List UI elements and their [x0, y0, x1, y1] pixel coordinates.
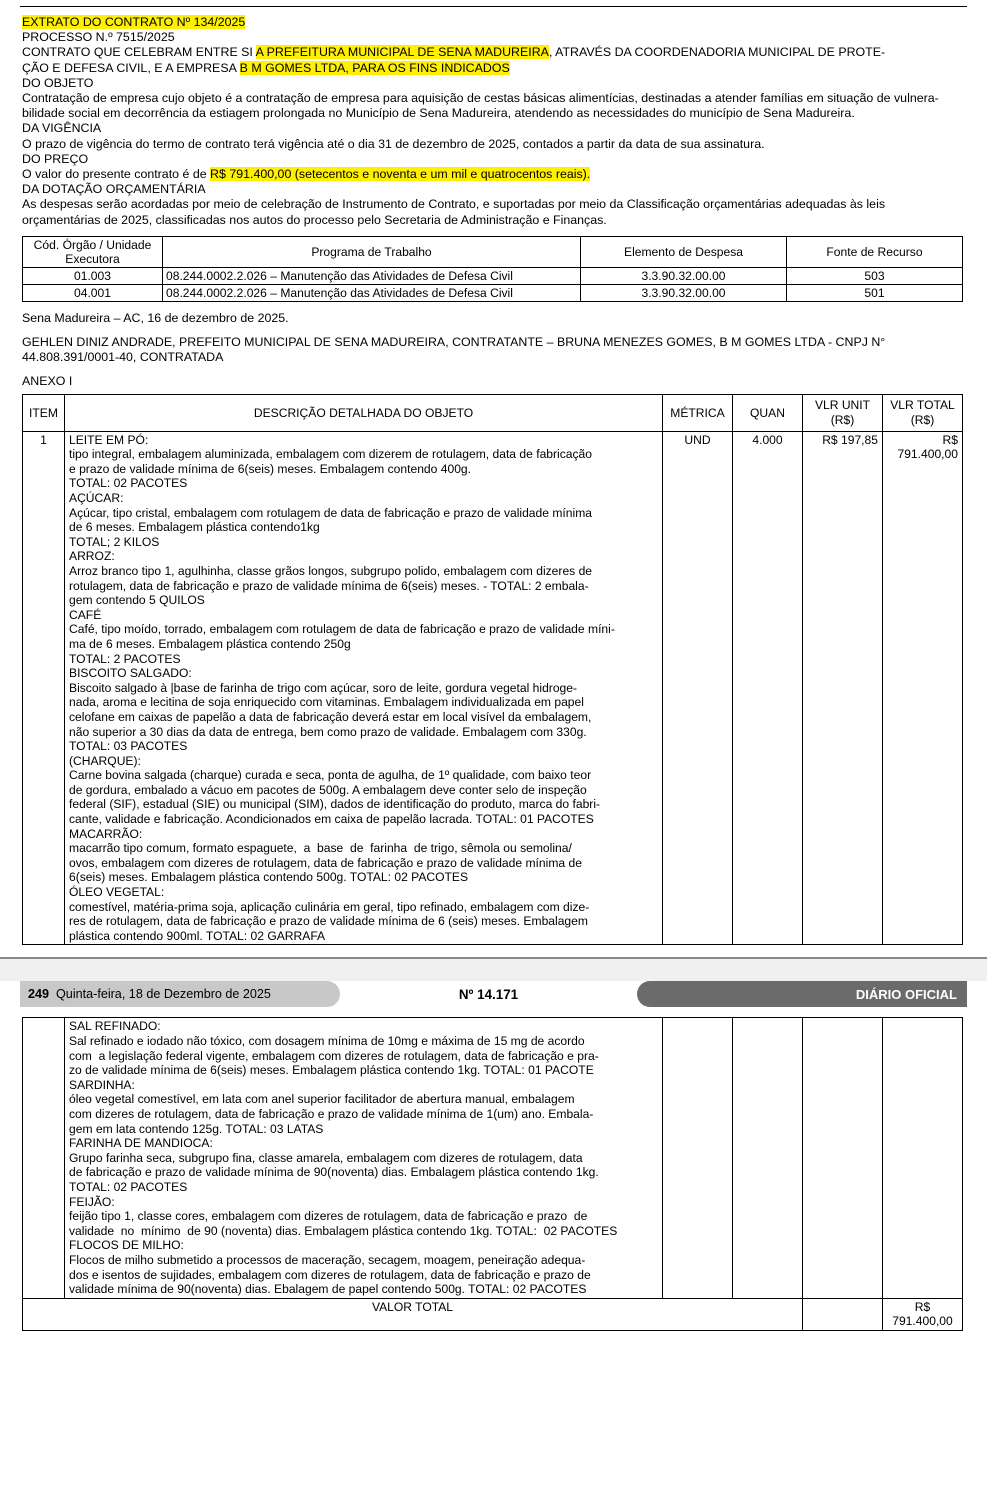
- heading-vigencia: DA VIGÊNCIA: [22, 121, 102, 136]
- items-cell-unit-price-continued: [803, 1018, 883, 1298]
- items-cell-quantity: 4.000: [733, 431, 803, 945]
- items-col-quantity: QUAN: [733, 395, 803, 431]
- items-col-description: DESCRIÇÃO DETALHADA DO OBJETO: [65, 395, 663, 431]
- description-line: federal (SIF), estadual (SIE) ou municipal (SIM), dados de identificação do produto, marca do fabri-: [69, 797, 601, 812]
- items-total-row: [23, 1298, 963, 1330]
- description-line: TOTAL: 02 PACOTES: [69, 476, 188, 491]
- items-cell-item-continued: [23, 1018, 65, 1298]
- contract-party-1: A PREFEITURA MUNICIPAL DE SENA MADUREIRA: [255, 45, 549, 60]
- items-cell-metric-continued: [663, 1018, 733, 1298]
- items-table-continued: [22, 1017, 963, 1330]
- place-date: Sena Madureira – AC, 16 de dezembro de 2025.: [22, 310, 289, 325]
- budget-cell-org: 01.003: [23, 267, 163, 284]
- items-cell-quantity-continued: [733, 1018, 803, 1298]
- description-line: LEITE EM PÓ:: [69, 432, 149, 447]
- description-line: ARROZ:: [69, 549, 115, 564]
- description-line: gem contendo 5 QUILOS: [69, 593, 205, 608]
- description-line: dos e isentos de sujidades, embalagem com dizeres de rotulagem, data de fabricação e prazo de: [69, 1267, 591, 1282]
- description-line: Flocos de milho submetido a processos de maceração, secagem, moagem, peneiração adequa-: [69, 1252, 586, 1267]
- items-col-total-price-l2: (R$): [910, 413, 935, 428]
- document-page: [0, 6, 987, 1496]
- description-line: TOTAL; 2 KILOS: [69, 534, 160, 549]
- items-total-label: VALOR TOTAL: [23, 1298, 803, 1330]
- page-separator: [0, 957, 987, 981]
- description-line: FEIJÃO:: [69, 1194, 115, 1209]
- contract-intro-2: , ATRAVÉS DA COORDENADORIA MUNICIPAL DE PROTE-: [548, 45, 886, 60]
- description-line: de gordura, embalado a vácuo em pacotes de 500g. A embalagem deve conter selo de inspeção: [69, 782, 587, 797]
- contract-parties-line-1: [22, 45, 965, 60]
- description-line: 6(seis) meses. Embalagem plástica contendo 500g. TOTAL: 02 PACOTES: [69, 870, 469, 885]
- gazette-page-info: [20, 981, 340, 1007]
- gazette-title: DIÁRIO OFICIAL: [637, 981, 967, 1007]
- budget-col-expense: Elemento de Despesa: [581, 236, 787, 267]
- description-line: FARINHA DE MANDIOCA:: [69, 1136, 213, 1151]
- description-line: gem em lata contendo 125g. TOTAL: 03 LATAS: [69, 1121, 324, 1136]
- gazette-header-bar: [20, 981, 967, 1007]
- table-row: [23, 1018, 963, 1298]
- description-line: Arroz branco tipo 1, agulhinha, classe grãos longos, subgrupo polido, embalagem com dizeres de: [69, 563, 593, 578]
- items-col-unit-price-l2: (R$): [830, 413, 855, 428]
- budget-table-header-row: [23, 236, 963, 267]
- description-line: validade no mínimo de 90 (noventa) dias. Embalagem plástica contendo 1kg. TOTAL: 02 PACOTES: [69, 1223, 618, 1238]
- description-line: e prazo de validade mínima de 6(seis) meses. Embalagem contendo 400g.: [69, 461, 472, 476]
- contract-parties-line-2: [22, 61, 965, 76]
- description-line: com a legislação federal vigente, embalagem com dizeres de rotulagem, data de fabricação e pra-: [69, 1048, 599, 1063]
- budget-cell-program: 08.244.0002.2.026 – Manutenção das Atividades de Defesa Civil: [163, 284, 581, 301]
- items-cell-total-price-continued: [883, 1018, 963, 1298]
- description-line: AÇÚCAR:: [69, 491, 124, 506]
- item-description-part-2: [69, 1019, 658, 1296]
- spacer: [22, 302, 965, 311]
- items-col-metric: MÉTRICA: [663, 395, 733, 431]
- gazette-page-number: 249: [28, 987, 50, 1002]
- description-line: plástica contendo 900ml. TOTAL: 02 GARRAFA: [69, 928, 326, 943]
- description-line: FLOCOS DE MILHO:: [69, 1238, 184, 1253]
- gazette-header: [20, 981, 967, 1011]
- description-line: ma de 6 meses. Embalagem plástica contendo 250g: [69, 636, 351, 651]
- description-line: res de rotulagem, data de fabricação e prazo de validade mínima de 6 (seis) meses. Embalagem: [69, 914, 588, 929]
- description-line: tipo integral, embalagem aluminizada, embalagem com dizerem de rotulagem, data de fabricação: [69, 447, 593, 462]
- table-row: [23, 431, 963, 945]
- description-line: nada, aroma e lecitina de soja enriquecido com vitaminas. Embalagem individualizada em papel: [69, 695, 584, 710]
- contract-intro-1: CONTRATO QUE CELEBRAM ENTRE SI: [22, 45, 256, 60]
- vigencia-line-1: O prazo de vigência do termo de contrato terá vigência até o dia 31 de dezembro de 2025, contados a partir da data de sua assinatura.: [22, 136, 765, 151]
- gazette-issue-number: Nº 14.171: [458, 986, 519, 1002]
- description-line: rotulagem, data de fabricação e prazo de validade mínima de 6(seis) meses. - TOTAL: 2 embala-: [69, 578, 589, 593]
- description-line: Grupo farinha seca, subgrupo fina, classe amarela, embalagem com dizeres de rotulagem, data: [69, 1150, 583, 1165]
- items-total-value: R$ 791.400,00: [883, 1298, 963, 1330]
- budget-table: [22, 236, 963, 302]
- spacer: [22, 365, 965, 374]
- description-line: Sal refinado e iodado não tóxico, com dosagem mínima de 10mg e máxima de 15 mg de acordo: [69, 1034, 585, 1049]
- heading-objeto: DO OBJETO: [22, 75, 94, 90]
- items-cell-item: 1: [23, 431, 65, 945]
- description-line: com dizeres de rotulagem, data de fabricação e prazo de validade mínima de 1(um) ano. Embala-: [69, 1106, 594, 1121]
- dotacao-line-2: orçamentárias de 2025, classificadas nos autos do processo pelo Secretaria de Administração e Finanças.: [22, 212, 607, 227]
- description-line: ovos, embalagem com dizeres de rotulagem, data de fabricação e prazo de validade mínima de: [69, 855, 582, 870]
- dotacao-line-1: As despesas serão acordadas por meio de celebração de Instrumento de Contrato, e suportadas por meio da Classificação orçamentárias adequadas às leis: [22, 197, 886, 212]
- contract-party-2: B M GOMES LTDA, PARA OS FINS INDICADOS: [239, 60, 510, 75]
- description-line: validade mínima de 90(noventa) dias. Ebalagem de papel contendo 500g. TOTAL: 02 PACOTES: [69, 1282, 587, 1297]
- items-cell-total-price: R$ 791.400,00: [883, 431, 963, 945]
- description-line: TOTAL: 02 PACOTES: [69, 1179, 188, 1194]
- spacer: [22, 326, 965, 335]
- annex-label: ANEXO I: [22, 374, 73, 389]
- contract-extract-body: [0, 7, 987, 945]
- signature-line-2: 44.808.391/0001-40, CONTRATADA: [22, 350, 224, 365]
- description-line: Café, tipo moído, torrado, embalagem com rotulagem de data de fabricação e prazo de validade míni-: [69, 622, 615, 637]
- items-col-item: ITEM: [23, 395, 65, 431]
- objeto-line-2: bilidade social em decorrência da estiagem prolongada no Município de Sena Madureira, atendendo as necessidades do município de Sena Madureira.: [22, 106, 855, 121]
- items-cell-unit-price: R$ 197,85: [803, 431, 883, 945]
- budget-cell-expense: 3.3.90.32.00.00: [581, 267, 787, 284]
- items-total-blank: [803, 1298, 883, 1330]
- items-table: [22, 394, 963, 945]
- heading-dotacao: DA DOTAÇÃO ORÇAMENTÁRIA: [22, 182, 206, 197]
- budget-cell-source: 503: [787, 267, 963, 284]
- items-cell-description: [65, 431, 663, 945]
- description-line: CAFÉ: [69, 607, 102, 622]
- signature-line-1: GEHLEN DINIZ ANDRADE, PREFEITO MUNICIPAL DE SENA MADUREIRA, CONTRATANTE – BRUNA MENEZES GOMES, B M GOMES LTDA - CNPJ N°: [22, 335, 886, 350]
- preco-value: R$ 791.400,00 (setecentos e noventa e um mil e quatrocentos reais).: [210, 167, 591, 182]
- description-line: MACARRÃO:: [69, 826, 143, 841]
- budget-cell-org: 04.001: [23, 284, 163, 301]
- items-col-total-price: [883, 395, 963, 431]
- description-line: SAL REFINADO:: [69, 1019, 161, 1034]
- items-col-unit-price: [803, 395, 883, 431]
- description-line: de fabricação e prazo de validade mínima de 90(noventa) dias. Embalagem plástica contendo 1kg.: [69, 1165, 599, 1180]
- description-line: não superior a 30 dias da data de entrega, bem como prazo de validade. Embalagem com 330g.: [69, 724, 587, 739]
- table-row: [23, 267, 963, 284]
- preco-prefix: O valor do presente contrato é de: [22, 167, 211, 182]
- objeto-line-1: Contratação de empresa cujo objeto é a contratação de empresa para aquisição de cestas básicas alimentícias, destinadas a atender famílias em situação de vulnera-: [22, 91, 939, 106]
- items-col-total-price-l1: VLR TOTAL: [890, 398, 955, 413]
- description-line: feijão tipo 1, classe cores, embalagem com dizeres de rotulagem, data de fabricação e prazo de: [69, 1209, 588, 1224]
- description-line: Carne bovina salgada (charque) curada e seca, ponta de agulha, de 1º qualidade, com baixo teor: [69, 768, 592, 783]
- continuation-body: [0, 1017, 987, 1330]
- description-line: Açúcar, tipo cristal, embalagem com rotulagem de data de fabricação e prazo de validade mínima: [69, 505, 592, 520]
- preco-line: [22, 167, 965, 182]
- item-description-part-1: [69, 433, 658, 944]
- description-line: de 6 meses. Embalagem plástica contendo1kg: [69, 520, 320, 535]
- budget-col-source: Fonte de Recurso: [787, 236, 963, 267]
- budget-cell-program: 08.244.0002.2.026 – Manutenção das Atividades de Defesa Civil: [163, 267, 581, 284]
- description-line: TOTAL: 2 PACOTES: [69, 651, 181, 666]
- budget-col-org: Cód. Órgão / Unidade Executora: [23, 236, 163, 267]
- contract-title-text: EXTRATO DO CONTRATO Nº 134/2025: [22, 15, 246, 29]
- table-row: [23, 284, 963, 301]
- description-line: comestível, matéria-prima soja, aplicação culinária em geral, tipo refinado, embalagem com dize-: [69, 899, 590, 914]
- description-line: celofane em caixas de papelão a data de fabricação deverá estar em local visível da embalagem,: [69, 709, 592, 724]
- description-line: Biscoito salgado à |base de farinha de trigo com açúcar, soro de leite, gordura vegetal hidroge-: [69, 680, 578, 695]
- contract-title: [22, 15, 965, 30]
- description-line: ÓLEO VEGETAL:: [69, 885, 165, 900]
- description-line: BISCOITO SALGADO:: [69, 666, 192, 681]
- description-line: macarrão tipo comum, formato espaguete, a base de farinha de trigo, sêmola ou semolina/: [69, 841, 572, 856]
- items-table-header-row: [23, 395, 963, 431]
- contract-intro-3: ÇÃO E DEFESA CIVIL, E A EMPRESA: [22, 60, 240, 75]
- items-col-unit-price-l1: VLR UNIT: [814, 398, 871, 413]
- budget-cell-expense: 3.3.90.32.00.00: [581, 284, 787, 301]
- description-line: óleo vegetal comestível, em lata com anel superior facilitador de abertura manual, embalagem: [69, 1092, 575, 1107]
- description-line: TOTAL: 03 PACOTES: [69, 739, 188, 754]
- description-line: zo de validade mínima de 6(seis) meses. Embalagem plástica contendo 1kg. TOTAL: 01 PACOTE: [69, 1063, 594, 1078]
- description-line: cante, validade e fabricação. Acondicionados em caixa de papelão lacrada. TOTAL: 01 PACOTES: [69, 812, 594, 827]
- description-line: SARDINHA:: [69, 1077, 135, 1092]
- budget-cell-source: 501: [787, 284, 963, 301]
- gazette-date: Quinta-feira, 18 de Dezembro de 2025: [56, 987, 271, 1002]
- process-number: PROCESSO N.º 7515/2025: [22, 30, 175, 45]
- items-cell-description-continued: [65, 1018, 663, 1298]
- description-line: (CHARQUE):: [69, 753, 141, 768]
- items-cell-metric: UND: [663, 431, 733, 945]
- heading-preco: DO PREÇO: [22, 151, 89, 166]
- budget-col-program: Programa de Trabalho: [163, 236, 581, 267]
